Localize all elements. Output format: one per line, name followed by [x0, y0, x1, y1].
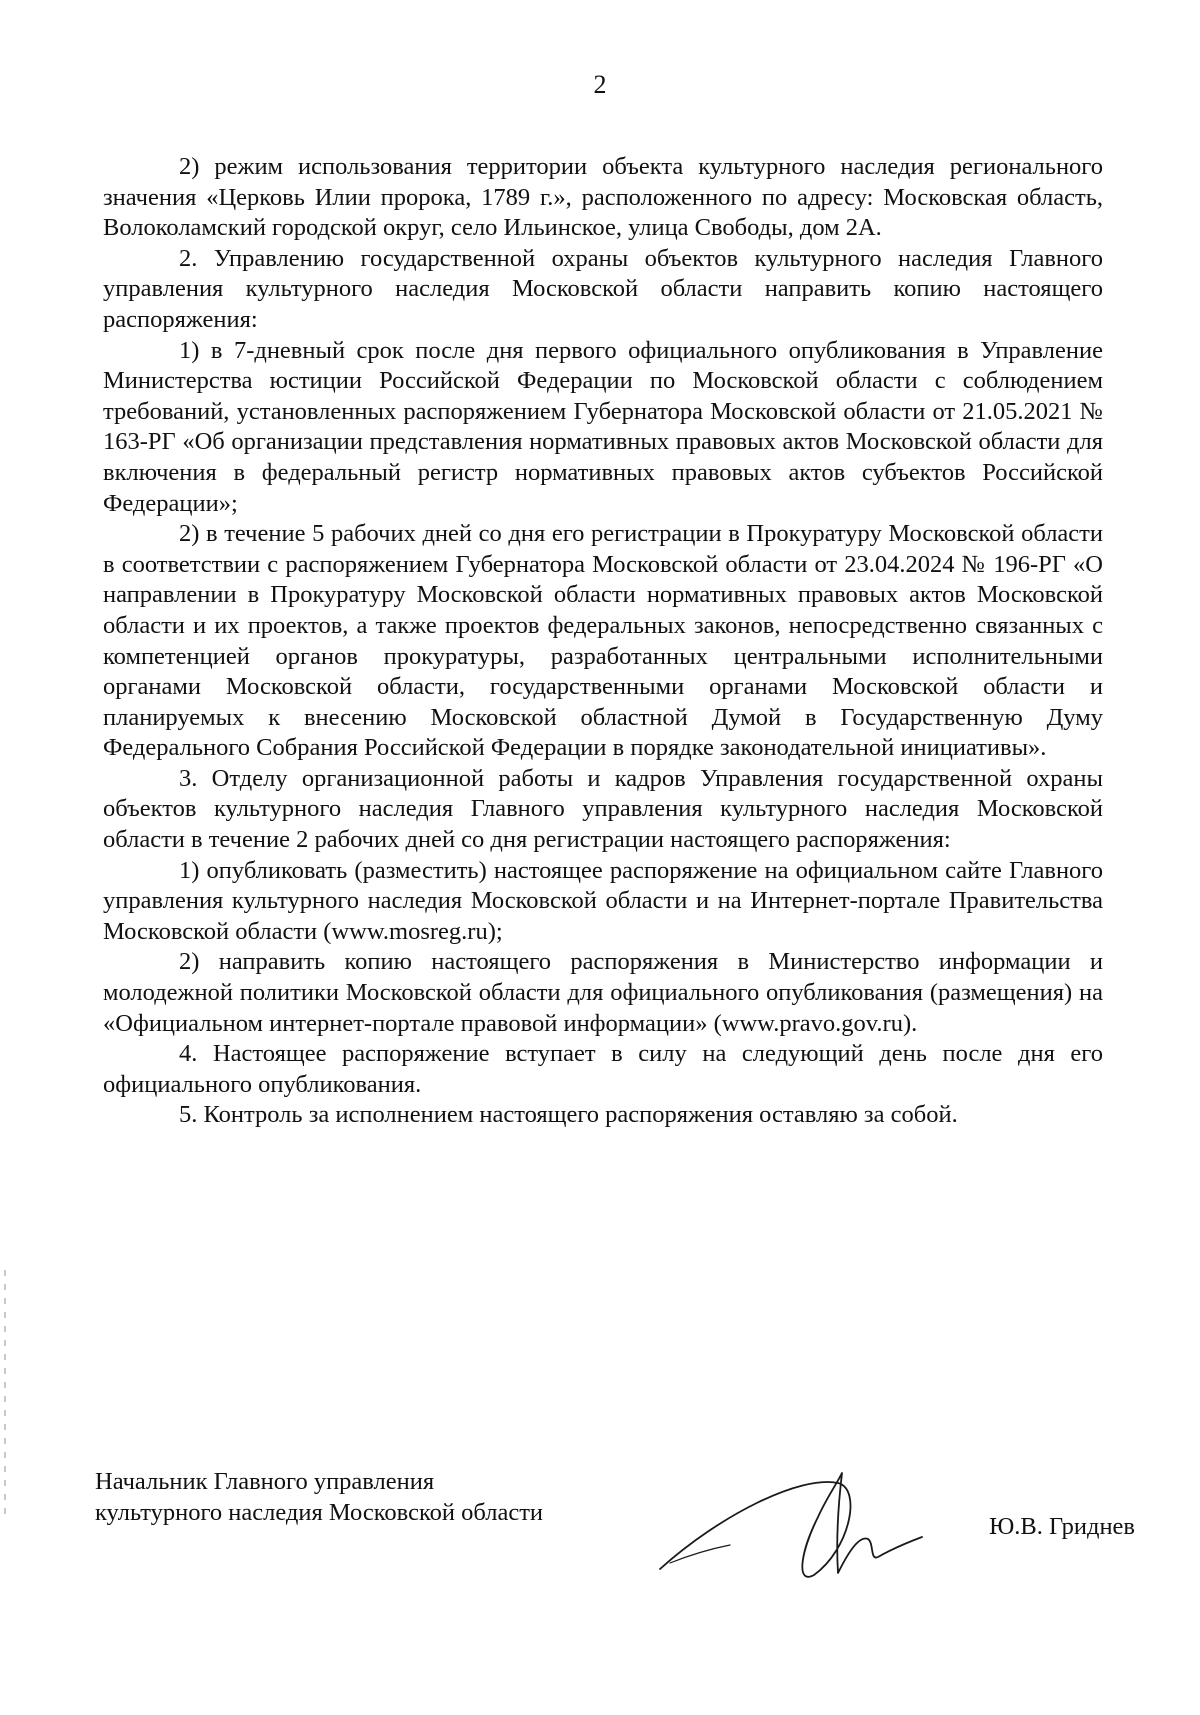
paragraph-item-3-1: 1) опубликовать (разместить) настоящее распоряжение на официальном сайте Главного управления культурного наследия Московской области и на Интернет-портале Правительства Московской области (www.mosreg.ru);	[103, 856, 1103, 945]
paragraph-item-2: 2. Управлению государственной охраны объектов культурного наследия Главного управления культурного наследия Московской области направить копию настоящего распоряжения:	[103, 244, 1103, 333]
paragraph-item-3-2: 2) направить копию настоящего распоряжения в Министерство информации и молодежной политики Московской области для официального опубликования (размещения) на «Официальном интернет-портале правовой информации» (www.pravo.gov.ru).	[103, 948, 1103, 1037]
signatory-title-line-2: культурного наследия Московской области	[95, 1498, 544, 1526]
signatory-name: Ю.В. Гриднев	[989, 1513, 1135, 1540]
document-body	[103, 152, 1103, 1131]
handwritten-signature	[600, 1453, 930, 1583]
paragraph-territory-regime: 2) режим использования территории объекта культурного наследия регионального значения «Церковь Илии пророка, 1789 г.», расположенного по адресу: Московская область, Волоколамский городской округ, село Ильинское, улица Свободы, дом 2А.	[103, 153, 1103, 242]
scan-edge-mark	[4, 1270, 6, 1520]
page-number: 2	[593, 70, 607, 99]
paragraph-item-3: 3. Отделу организационной работы и кадров Управления государственной охраны объектов культурного наследия Главного управления культурного наследия Московской области в течение 2 рабочих дней со дня регистрации настоящего распоряжения:	[103, 764, 1103, 854]
paragraph-item-5: 5. Контроль за исполнением настоящего распоряжения оставляю за собой.	[179, 1101, 958, 1129]
signatory-title-line-1: Начальник Главного управления	[95, 1468, 435, 1495]
paragraph-item-2-2: 2) в течение 5 рабочих дней со дня его регистрации в Прокуратуру Московской области в соответствии с распоряжением Губернатора Московской области от 23.04.2024 № 196-РГ «О направлении в Прокуратуру Московской области нормативных правовых актов Московской области и их проектов, а также проектов федеральных законов, непосредственно связанных с компетенцией органов прокуратуры, разработанных центральными исполнительными органами Московской области, государственными органами Московской области и планируемых к внесению Московской областной Думой в Государственную Думу Федерального Собрания Российской Федерации в порядке законодательной инициативы».	[103, 520, 1103, 762]
paragraph-item-2-1: 1) в 7-дневный срок после дня первого официального опубликования в Управление Министерства юстиции Российской Федерации по Московской области с соблюдением требований, установленных распоряжением Губернатора Московской области от 21.05.2021 № 163-РГ «Об организации представления нормативных правовых актов Московской области для включения в федеральный регистр нормативных правовых актов субъектов Российской Федерации»;	[103, 336, 1103, 517]
signatory-title	[95, 1467, 543, 1528]
signature-block	[95, 1467, 1135, 1577]
paragraph-item-4: 4. Настоящее распоряжение вступает в силу на следующий день после дня его официального опубликования.	[103, 1040, 1103, 1098]
